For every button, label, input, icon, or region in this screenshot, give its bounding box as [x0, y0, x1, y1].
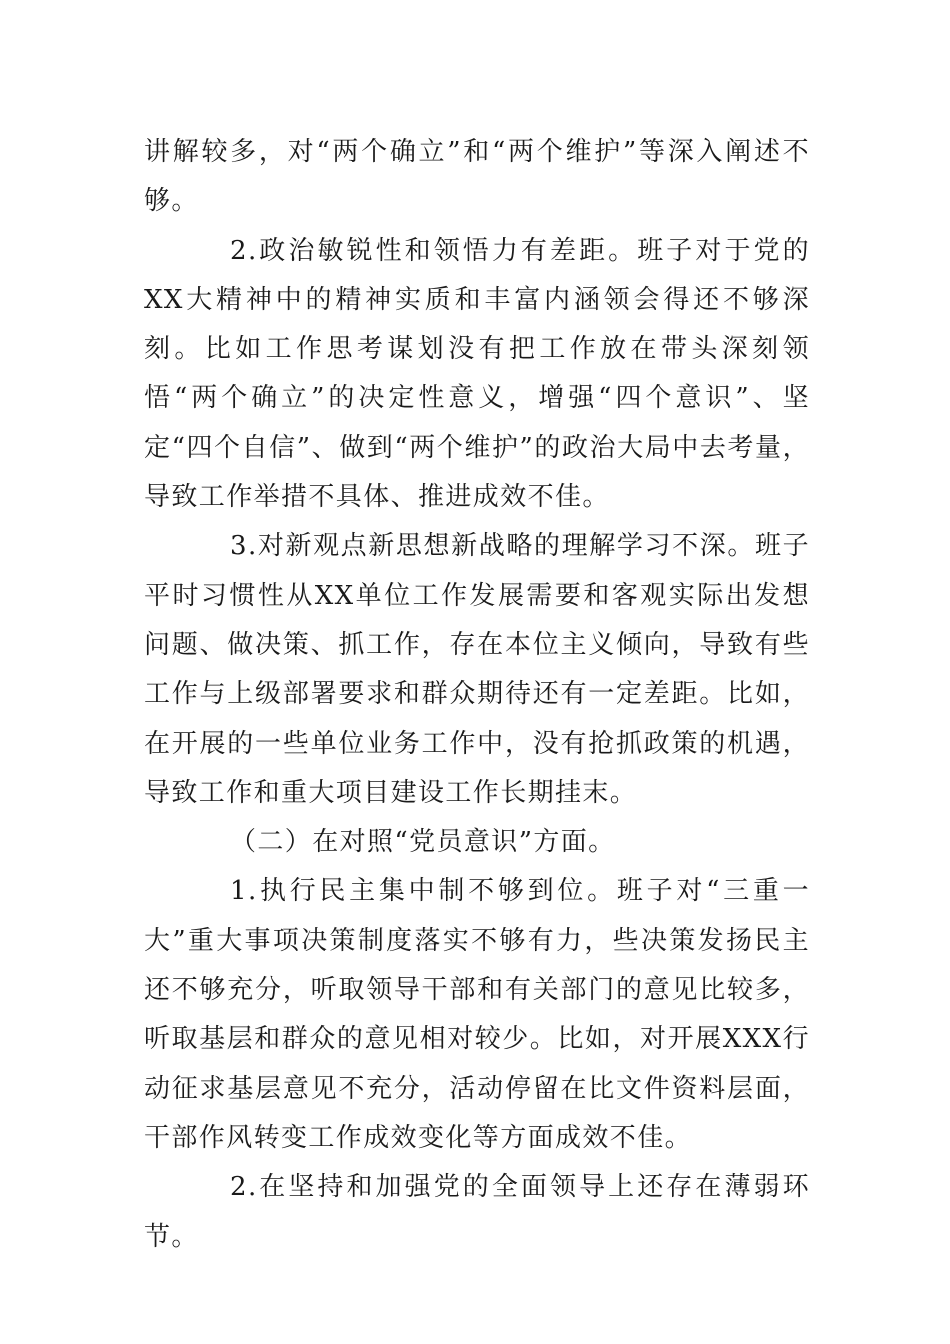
document-body [144, 128, 810, 1262]
paragraph-new-viewpoints: 3.对新观点新思想新战略的理解学习不深。班子平时习惯性从XX单位工作发展需要和客观实际出发想问题、做决策、抓工作，存在本位主义倾向，导致有些工作与上级部署要求和群众期待还有一定差距。比如，在开展的一些单位业务工作中，没有抢抓政策的机遇，导致工作和重大项目建设工作长期挂末。 [144, 531, 810, 808]
paragraph-political-sensitivity: 2.政治敏锐性和领悟力有差距。班子对于党的XX大精神中的精神实质和丰富内涵领会得还不够深刻。比如工作思考谋划没有把工作放在带头深刻领悟“两个确立”的决定性意义，增强“四个意识”、坚定“四个自信”、做到“两个维护”的政治大局中去考量，导致工作举措不具体、推进成效不佳。 [144, 235, 810, 513]
paragraph-continuation: 讲解较多，对“两个确立”和“两个维护”等深入阐述不够。 [144, 137, 810, 217]
section-heading-party-awareness: （二）在对照“党员意识”方面。 [230, 827, 616, 858]
paragraph-democratic-centralism: 1.执行民主集中制不够到位。班子对“三重一大”重大事项决策制度落实不够有力，些决策发扬民主还不够充分，听取领导干部和有关部门的意见比较多，听取基层和群众的意见相对较少。比如，对开展XXX行动征求基层意见不充分，活动停留在比文件资料层面，干部作风转变工作成效变化等方面成效不佳。 [144, 876, 810, 1153]
paragraph-party-leadership: 2.在坚持和加强党的全面领导上还存在薄弱环节。 [144, 1172, 810, 1252]
